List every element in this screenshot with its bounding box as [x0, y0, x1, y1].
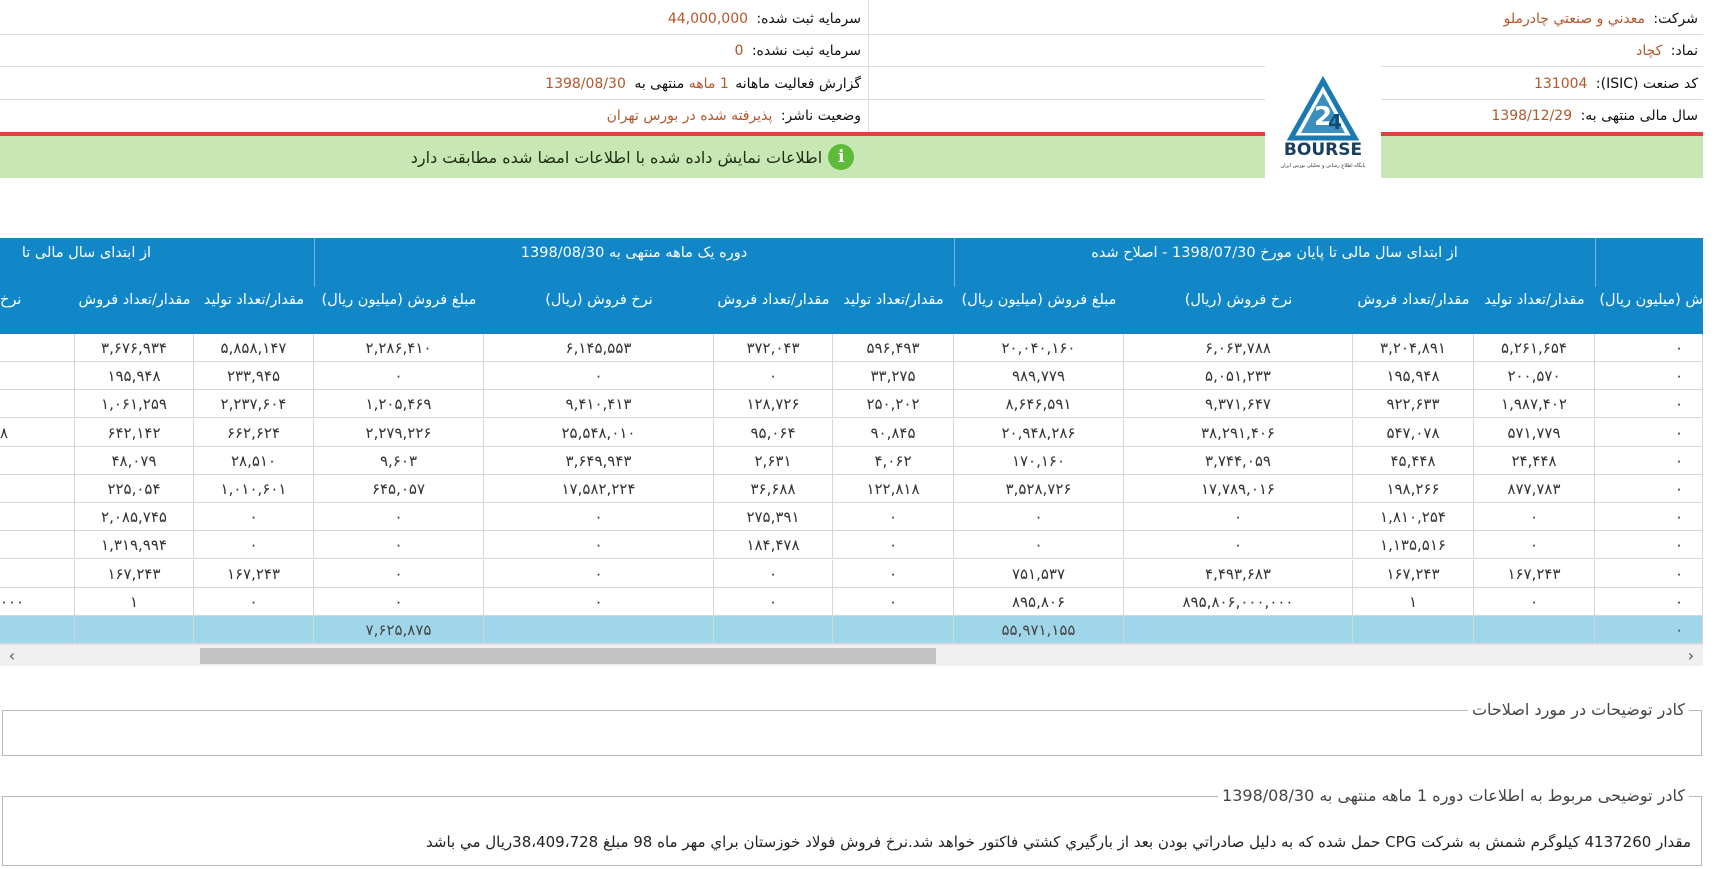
table-cell: ٠ [1595, 616, 1703, 644]
table-cell: ٠ [314, 588, 484, 616]
table-cell: ۱۸۴,۴۷۸ [714, 531, 833, 559]
table-cell: ۱,۳۱۹,۹۹۴ [75, 531, 194, 559]
table-cell: ٠ [1474, 531, 1595, 559]
company-row [1504, 3, 1698, 35]
table-cell: ٠ [194, 503, 314, 531]
table-cell: ۶۴۲,۱۴۲ [75, 419, 194, 447]
table-cell: ۹,۴۱۰,۴۱۳ [484, 390, 714, 418]
table-cell [484, 616, 714, 644]
table-cell: ۹۲۲,۶۳۳ [1353, 390, 1474, 418]
table-cell: ۱۹۵,۹۴۸ [1353, 362, 1474, 390]
table-cell: ٠ [314, 531, 484, 559]
company-label: شرکت: [1653, 11, 1698, 27]
table-cell: ٠ [1595, 390, 1703, 418]
table-row [0, 447, 1703, 475]
col-sales-amount: مبلغ فروش (میلیون ریال) [321, 292, 477, 308]
horizontal-scrollbar[interactable] [0, 644, 1703, 666]
table-cell: ٠ [314, 560, 484, 588]
table-cell: ۱۲۲,۸۱۸ [833, 475, 954, 503]
table-cell: ۱۶۷,۲۴۳ [75, 560, 194, 588]
table-cell: ۲۰۰,۵۷۰ [1474, 362, 1595, 390]
symbol-row [1636, 35, 1698, 67]
company-info-panel [0, 0, 1703, 132]
logo-tagline: پایگاه اطلاع رسانی و تحلیلی بورس ایران [1280, 163, 1366, 169]
col-sales-rate: نرخ [0, 292, 22, 308]
table-cell: ٠ [1595, 447, 1703, 475]
unregistered-capital-value: 0 [734, 43, 744, 59]
fiscal-year-label: سال مالی منتهی به: [1580, 108, 1698, 124]
table-cell: ۲۲۵,۰۵۴ [75, 475, 194, 503]
bourse24-logo [1265, 63, 1381, 179]
table-cell: ٠ [484, 588, 714, 616]
table-cell: ٠ [314, 503, 484, 531]
table-cell: ۳,۵۲۸,۷۲۶ [954, 475, 1124, 503]
table-cell: ٠ [1595, 503, 1703, 531]
table-cell: ۳۷۲,۰۴۳ [714, 334, 833, 362]
table-cell: ٠ [833, 531, 954, 559]
table-cell: ۲۰,۰۴۰,۱۶۰ [954, 334, 1124, 362]
report-period: 1 ماهه [688, 76, 729, 92]
table-cell: ۲۵۰,۲۰۲ [833, 390, 954, 418]
table-cell: ۹۸۹,۷۷۹ [954, 362, 1124, 390]
table-cell: ۷,۶۲۵,۸۷۵ [314, 616, 484, 644]
table-cell [714, 616, 833, 644]
report-date: 1398/08/30 [545, 76, 626, 92]
table-cell: ۹۰,۸۴۵ [833, 419, 954, 447]
table-cell [0, 362, 75, 390]
symbol-label: نماد: [1670, 43, 1698, 59]
table-row [0, 560, 1703, 588]
table-cell: ۶,۰۶۳,۷۸۸ [1124, 334, 1353, 362]
table-cell: ۸,۶۴۶,۵۹۱ [954, 390, 1124, 418]
table-cell: ۹,۳۷۱,۶۴۷ [1124, 390, 1353, 418]
table-cell: ٠ [954, 503, 1124, 531]
table-cell [0, 503, 75, 531]
table-cell: ۱۶۷,۲۴۳ [194, 560, 314, 588]
table-cell: ۱,۲۰۵,۴۶۹ [314, 390, 484, 418]
table-cell: ۱۷,۷۸۹,۰۱۶ [1124, 475, 1353, 503]
group-header-ytd-prev: از ابتدای سال مالی تا پایان مورخ 1398/07/30 - اصلاح شده [1091, 245, 1458, 261]
table-cell: ۲,۲۸۶,۴۱۰ [314, 334, 484, 362]
divider [0, 66, 1703, 67]
table-cell: ٠ [1124, 503, 1353, 531]
col-prod-qty: مقدار/تعداد تولید [1484, 292, 1585, 308]
table-cell [0, 560, 75, 588]
group-header-month: دوره یک ماهه منتهی به 1398/08/30 [520, 245, 748, 261]
registered-capital-label: سرمایه ثبت شده: [756, 11, 861, 27]
table-cell [0, 531, 75, 559]
table-cell: ٠ [484, 531, 714, 559]
publisher-status-row [607, 100, 861, 132]
col-sales-qty: مقدار/تعداد فروش [1357, 292, 1470, 308]
table-cell: ٠ [714, 588, 833, 616]
table-cell: ٠ [484, 362, 714, 390]
divider [868, 0, 869, 132]
table-cell: ۵۷۱,۷۷۹ [1474, 419, 1595, 447]
table-cell: ٠ [1595, 334, 1703, 362]
corrections-fieldset [2, 700, 1702, 756]
table-cell: ۱۲۸,۷۲۶ [714, 390, 833, 418]
monthly-activity-table [0, 238, 1725, 643]
table-cell: ۱۷,۵۸۲,۲۲۴ [484, 475, 714, 503]
isic-label: کد صنعت (ISIC): [1595, 76, 1698, 92]
table-cell [0, 475, 75, 503]
report-mid-label: منتهی به [634, 76, 685, 92]
table-cell: ۶۴۵,۰۵۷ [314, 475, 484, 503]
isic-value: 131004 [1533, 76, 1588, 92]
table-total-row [0, 616, 1703, 644]
table-cell: ٠ [484, 503, 714, 531]
svg-text:2: 2 [1314, 102, 1333, 132]
table-row [0, 390, 1703, 418]
divider [0, 99, 1703, 100]
verification-notice [0, 136, 1703, 178]
table-cell: ٠ [833, 560, 954, 588]
divider [0, 34, 1703, 35]
table-cell: ۹۵,۰۶۴ [714, 419, 833, 447]
table-cell: ۱,۱۳۵,۵۱۶ [1353, 531, 1474, 559]
fiscal-year-value: 1398/12/29 [1491, 108, 1573, 124]
table-cell: ٠ [194, 531, 314, 559]
symbol-value: کچاد [1636, 43, 1663, 59]
table-cell: ۹,۶۰۳ [314, 447, 484, 475]
table-cell: ٠ [1595, 560, 1703, 588]
table-cell: ۶,۱۴۵,۵۵۳ [484, 334, 714, 362]
table-cell: ٠ [954, 531, 1124, 559]
table-cell: ۴,۴۹۳,۶۸۳ [1124, 560, 1353, 588]
table-cell: ۸۹۵,۸۰۶ [954, 588, 1124, 616]
table-cell: ٠ [1595, 588, 1703, 616]
table-cell: ۸ [0, 419, 75, 447]
table-row [0, 503, 1703, 531]
table-cell: ۱ [1353, 588, 1474, 616]
table-cell: ٠ [484, 560, 714, 588]
table-cell: ۲۸,۵۱۰ [194, 447, 314, 475]
table-cell: ۴۵,۴۴۸ [1353, 447, 1474, 475]
table-cell: ۱۷۰,۱۶۰ [954, 447, 1124, 475]
col-sales-qty: مقدار/تعداد فروش [78, 292, 191, 308]
table-cell: ۲۷۵,۳۹۱ [714, 503, 833, 531]
table-cell [0, 334, 75, 362]
table-cell: ٠ [714, 362, 833, 390]
table-cell: ۱۹۵,۹۴۸ [75, 362, 194, 390]
table-cell: ۴۸,۰۷۹ [75, 447, 194, 475]
table-cell: ٠ [833, 588, 954, 616]
group-header-ytd: از ابتدای سال مالی تا [21, 245, 151, 261]
table-cell: ۲۰,۹۴۸,۲۸۶ [954, 419, 1124, 447]
table-cell: ۸۷۷,۷۸۳ [1474, 475, 1595, 503]
table-group-header [0, 238, 1703, 287]
table-row [0, 475, 1703, 503]
table-cell: ٠ [1595, 531, 1703, 559]
table-cell: ۰۰۰ [0, 588, 75, 616]
table-cell: ٠ [833, 503, 954, 531]
table-cell: ۲,۲۳۷,۶۰۴ [194, 390, 314, 418]
col-sales-qty: مقدار/تعداد فروش [717, 292, 830, 308]
table-cell: ۳,۶۷۶,۹۳۴ [75, 334, 194, 362]
notice-text: اطلاعات نمایش داده شده با اطلاعات امضا شده مطابقت دارد [410, 147, 823, 167]
table-cell: ٠ [1595, 419, 1703, 447]
table-cell: ۱,۸۱۰,۲۵۴ [1353, 503, 1474, 531]
table-cell [194, 616, 314, 644]
table-cell [1124, 616, 1353, 644]
table-cell: ۲۳۳,۹۴۵ [194, 362, 314, 390]
table-cell: ۲,۲۷۹,۲۲۶ [314, 419, 484, 447]
registered-capital-value: 44,000,000 [667, 11, 749, 27]
table-cell [1353, 616, 1474, 644]
isic-row [1534, 68, 1698, 100]
table-cell: ٠ [1595, 362, 1703, 390]
table-cell: ۲,۰۸۵,۷۴۵ [75, 503, 194, 531]
table-cell [833, 616, 954, 644]
col-prod-qty: مقدار/تعداد تولید [843, 292, 944, 308]
table-cell: ۴,۰۶۲ [833, 447, 954, 475]
table-cell: ٠ [1474, 503, 1595, 531]
publisher-status-label: وضعیت ناشر: [780, 108, 861, 124]
table-cell [75, 616, 194, 644]
table-row [0, 334, 1703, 362]
table-cell: ۷۵۱,۵۳۷ [954, 560, 1124, 588]
scroll-right-icon[interactable]: › [1687, 646, 1695, 665]
table-cell: ۱۶۷,۲۴۳ [1353, 560, 1474, 588]
table-cell: ۸۹۵,۸۰۶,۰۰۰,۰۰۰ [1124, 588, 1353, 616]
bourse24-logo-graphic [1265, 63, 1381, 179]
col-sales-amount-prev: فروش (میلیون ریال) [1599, 292, 1725, 308]
unregistered-capital-row [734, 35, 861, 67]
registered-capital-row [668, 3, 861, 35]
table-cell: ۵۴۷,۰۷۸ [1353, 419, 1474, 447]
table-cell: ۵,۸۵۸,۱۴۷ [194, 334, 314, 362]
period-notes-legend: کادر توضیحی مربوط به اطلاعات دوره 1 ماهه منتهی به 1398/08/30 [1218, 786, 1689, 805]
table-cell: ۳,۶۴۹,۹۴۳ [484, 447, 714, 475]
table-cell: ۱,۹۸۷,۴۰۲ [1474, 390, 1595, 418]
table-cell: ۶۶۲,۶۲۴ [194, 419, 314, 447]
table-cell: ٠ [314, 362, 484, 390]
table-cell: ۱۹۸,۲۶۶ [1353, 475, 1474, 503]
report-row [545, 68, 861, 100]
table-cell: ٠ [1474, 588, 1595, 616]
table-cell: ٠ [1124, 531, 1353, 559]
table-cell: ۵۹۶,۴۹۳ [833, 334, 954, 362]
table-cell: ۵,۰۵۱,۲۳۳ [1124, 362, 1353, 390]
col-prod-qty: مقدار/تعداد تولید [203, 292, 305, 308]
table-cell: ۱,۰۶۱,۲۵۹ [75, 390, 194, 418]
table-cell [1474, 616, 1595, 644]
table-cell: ۲۵,۵۴۸,۰۱۰ [484, 419, 714, 447]
table-cell: ۳۳,۲۷۵ [833, 362, 954, 390]
table-cell: ۵,۲۶۱,۶۵۴ [1474, 334, 1595, 362]
table-row [0, 362, 1703, 390]
table-cell: ۳,۷۴۴,۰۵۹ [1124, 447, 1353, 475]
table-cell: ٠ [194, 588, 314, 616]
table-cell: ۳,۲۰۴,۸۹۱ [1353, 334, 1474, 362]
table-column-header [0, 287, 1725, 334]
table-cell: ٠ [714, 560, 833, 588]
table-cell: ٠ [1595, 475, 1703, 503]
period-notes-fieldset [2, 786, 1702, 866]
col-sales-amount: مبلغ فروش (میلیون ریال) [961, 292, 1117, 308]
table-cell [0, 616, 75, 644]
table-cell: ۲۴,۴۴۸ [1474, 447, 1595, 475]
table-row [0, 531, 1703, 559]
svg-text:4: 4 [1328, 110, 1342, 134]
table-cell [0, 390, 75, 418]
table-cell: ۲,۶۳۱ [714, 447, 833, 475]
logo-brand: BOURSE [1283, 140, 1363, 160]
table-cell [0, 447, 75, 475]
table-cell: ۱,۰۱۰,۶۰۱ [194, 475, 314, 503]
fiscal-year-row [1491, 100, 1698, 132]
unregistered-capital-label: سرمایه ثبت نشده: [751, 43, 861, 59]
corrections-legend: کادر توضیحات در مورد اصلاحات [1468, 700, 1689, 719]
publisher-status-value: پذیرفته شده در بورس تهران [606, 108, 773, 124]
table-cell: ۳۶,۶۸۸ [714, 475, 833, 503]
report-label: گزارش فعالیت ماهانه [735, 76, 861, 92]
table-row [0, 588, 1703, 616]
table-cell: ۵۵,۹۷۱,۱۵۵ [954, 616, 1124, 644]
scroll-left-icon[interactable]: ‹ [8, 646, 16, 665]
col-sales-rate: نرخ فروش (ریال) [545, 292, 653, 308]
info-icon: i [828, 144, 854, 170]
table-cell: ۱ [75, 588, 194, 616]
table-cell: ۳۸,۲۹۱,۴۰۶ [1124, 419, 1353, 447]
period-notes-text: مقدار 4137260 کیلوگرم شمش به شرکت CPG حمل شده که به دلیل صادراتي بودن بعد از بارگیري کشتي فاکتور خواهد شد.نرخ فروش فولاد خوزستان براي مهر ماه 98 مبلغ 38،409،728ریال مي باشد [426, 833, 1691, 851]
company-value: معدني و صنعتي چادرملو [1503, 11, 1645, 27]
scrollbar-thumb[interactable] [200, 648, 936, 664]
table-cell: ۱۶۷,۲۴۳ [1474, 560, 1595, 588]
col-sales-rate: نرخ فروش (ریال) [1184, 292, 1293, 308]
table-row [0, 419, 1703, 447]
